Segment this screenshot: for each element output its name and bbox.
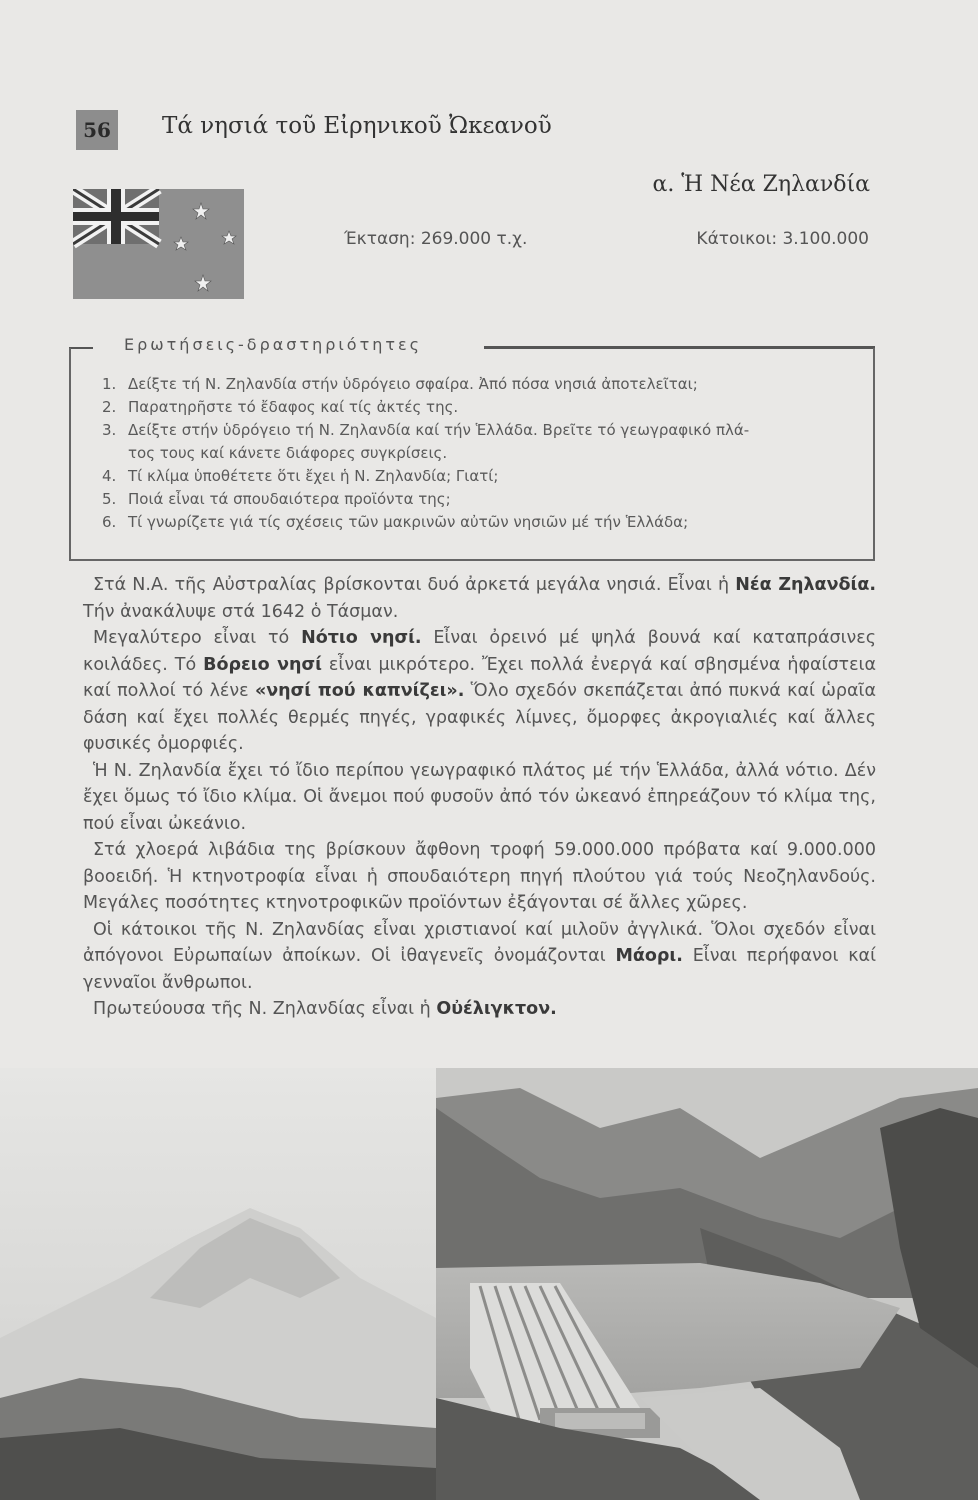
- chapter-title: Τά νησιά τοῦ Εἰρηνικοῦ Ὠκεανοῦ: [162, 113, 552, 139]
- page-number: 56: [76, 110, 118, 150]
- population-info: Κάτοικοι: 3.100.000: [696, 229, 869, 249]
- paragraph: Ἡ Ν. Ζηλανδία ἔχει τό ἴδιο περίπου γεωγραφικό πλάτος μέ τήν Ἑλλάδα, ἀλλά νότιο. Δέν ἔχει ὅμως τό ἴδιο κλίμα. Οἱ ἄνεμοι πού φυσοῦν ἀπό τόν ὠκεανό ἐπηρεάζουν τό κλίμα της, πού εἶναι ὠκεάνιο.: [83, 760, 876, 834]
- landscape-dam-photo: [0, 1068, 978, 1500]
- question-item: 1. Δείξτε τή Ν. Ζηλανδία στήν ὑδρόγειο σφαίρα. Ἀπό πόσα νησιά ἀποτελεῖται;: [102, 375, 698, 393]
- paragraph: Στά Ν.Α. τῆς Αὐστραλίας βρίσκονται δυό ἀρκετά μεγάλα νησιά. Εἶναι ἡ Νέα Ζηλανδία. Τήν ἀνακάλυψε στά 1642 ὁ Τάσμαν.: [83, 575, 876, 622]
- paragraph: Οἱ κάτοικοι τῆς Ν. Ζηλανδίας εἶναι χριστιανοί καί μιλοῦν ἀγγλικά. Ὅλοι σχεδόν εἶναι ἀπόγονοι Εὐρωπαίων ἀποίκων. Οἱ ἰθαγενεῖς ὀνομάζονται Μάορι. Εἶναι περήφανοι καί γενναῖοι ἄνθρωποι.: [83, 919, 876, 993]
- question-item: 3. Δείξτε στήν ὑδρόγειο τή Ν. Ζηλανδία καί τήν Ἑλλάδα. Βρεῖτε τό γεωγραφικό πλά-: [102, 421, 750, 439]
- question-item: 5. Ποιά εἶναι τά σπουδαιότερα προϊόντα της;: [102, 490, 451, 508]
- questions-list: [102, 373, 862, 534]
- question-item-continuation: τος τους καί κάνετε διάφορες συγκρίσεις.: [128, 444, 448, 462]
- question-item: 4. Τί κλίμα ὑποθέτετε ὅτι ἔχει ἡ Ν. Ζηλανδία; Γιατί;: [102, 467, 499, 485]
- paragraph: Στά χλοερά λιβάδια της βρίσκουν ἄφθονη τροφή 59.000.000 πρόβατα καί 9.000.000 βοοειδή. Ἡ κτηνοτροφία εἶναι ἡ σπουδαιότερη πηγή πλούτου γιά τούς Νεοζηλανδούς. Μεγάλες ποσότητες κτηνοτροφικῶν προϊόντων ἐξάγονται σέ ἄλλες χῶρες.: [83, 840, 876, 913]
- question-item: 6. Τί γνωρίζετε γιά τίς σχέσεις τῶν μακρινῶν αὐτῶν νησιῶν μέ τήν Ἑλλάδα;: [102, 513, 689, 531]
- area-info: Έκταση: 269.000 τ.χ.: [344, 229, 528, 249]
- paragraph: Πρωτεύουσα τῆς Ν. Ζηλανδίας εἶναι ἡ Οὐέλιγκτον.: [93, 999, 557, 1019]
- body-text: [83, 572, 876, 1023]
- paragraph: Μεγαλύτερο εἶναι τό Νότιο νησί. Εἶναι ὀρεινό μέ ψηλά βουνά καί καταπράσινες κοιλάδες. Τό Βόρειο νησί εἶναι μικρότερο. Ἔχει πολλά ἐνεργά καί σβησμένα ἡφαίστεια καί πολλοί τό λένε «νησί πού καπνίζει». Ὅλο σχεδόν σκεπάζεται ἀπό πυκνά καί ὡραῖα δάση καί ἔχει πολλές θερμές πηγές, γραφικές λίμνες, ὄμορφες ἀκρογιαλιές καί ἄλλες φυσικές ὀμορφιές.: [83, 628, 877, 754]
- question-item: 2. Παρατηρῆστε τό ἔδαφος καί τίς ἀκτές της.: [102, 398, 459, 416]
- section-subtitle: α. Ἡ Νέα Ζηλανδία: [652, 172, 870, 197]
- union-jack-canton: [73, 189, 159, 244]
- new-zealand-flag-image: [73, 189, 244, 299]
- questions-heading: Ερωτήσεις-δραστηριότητες: [120, 335, 426, 354]
